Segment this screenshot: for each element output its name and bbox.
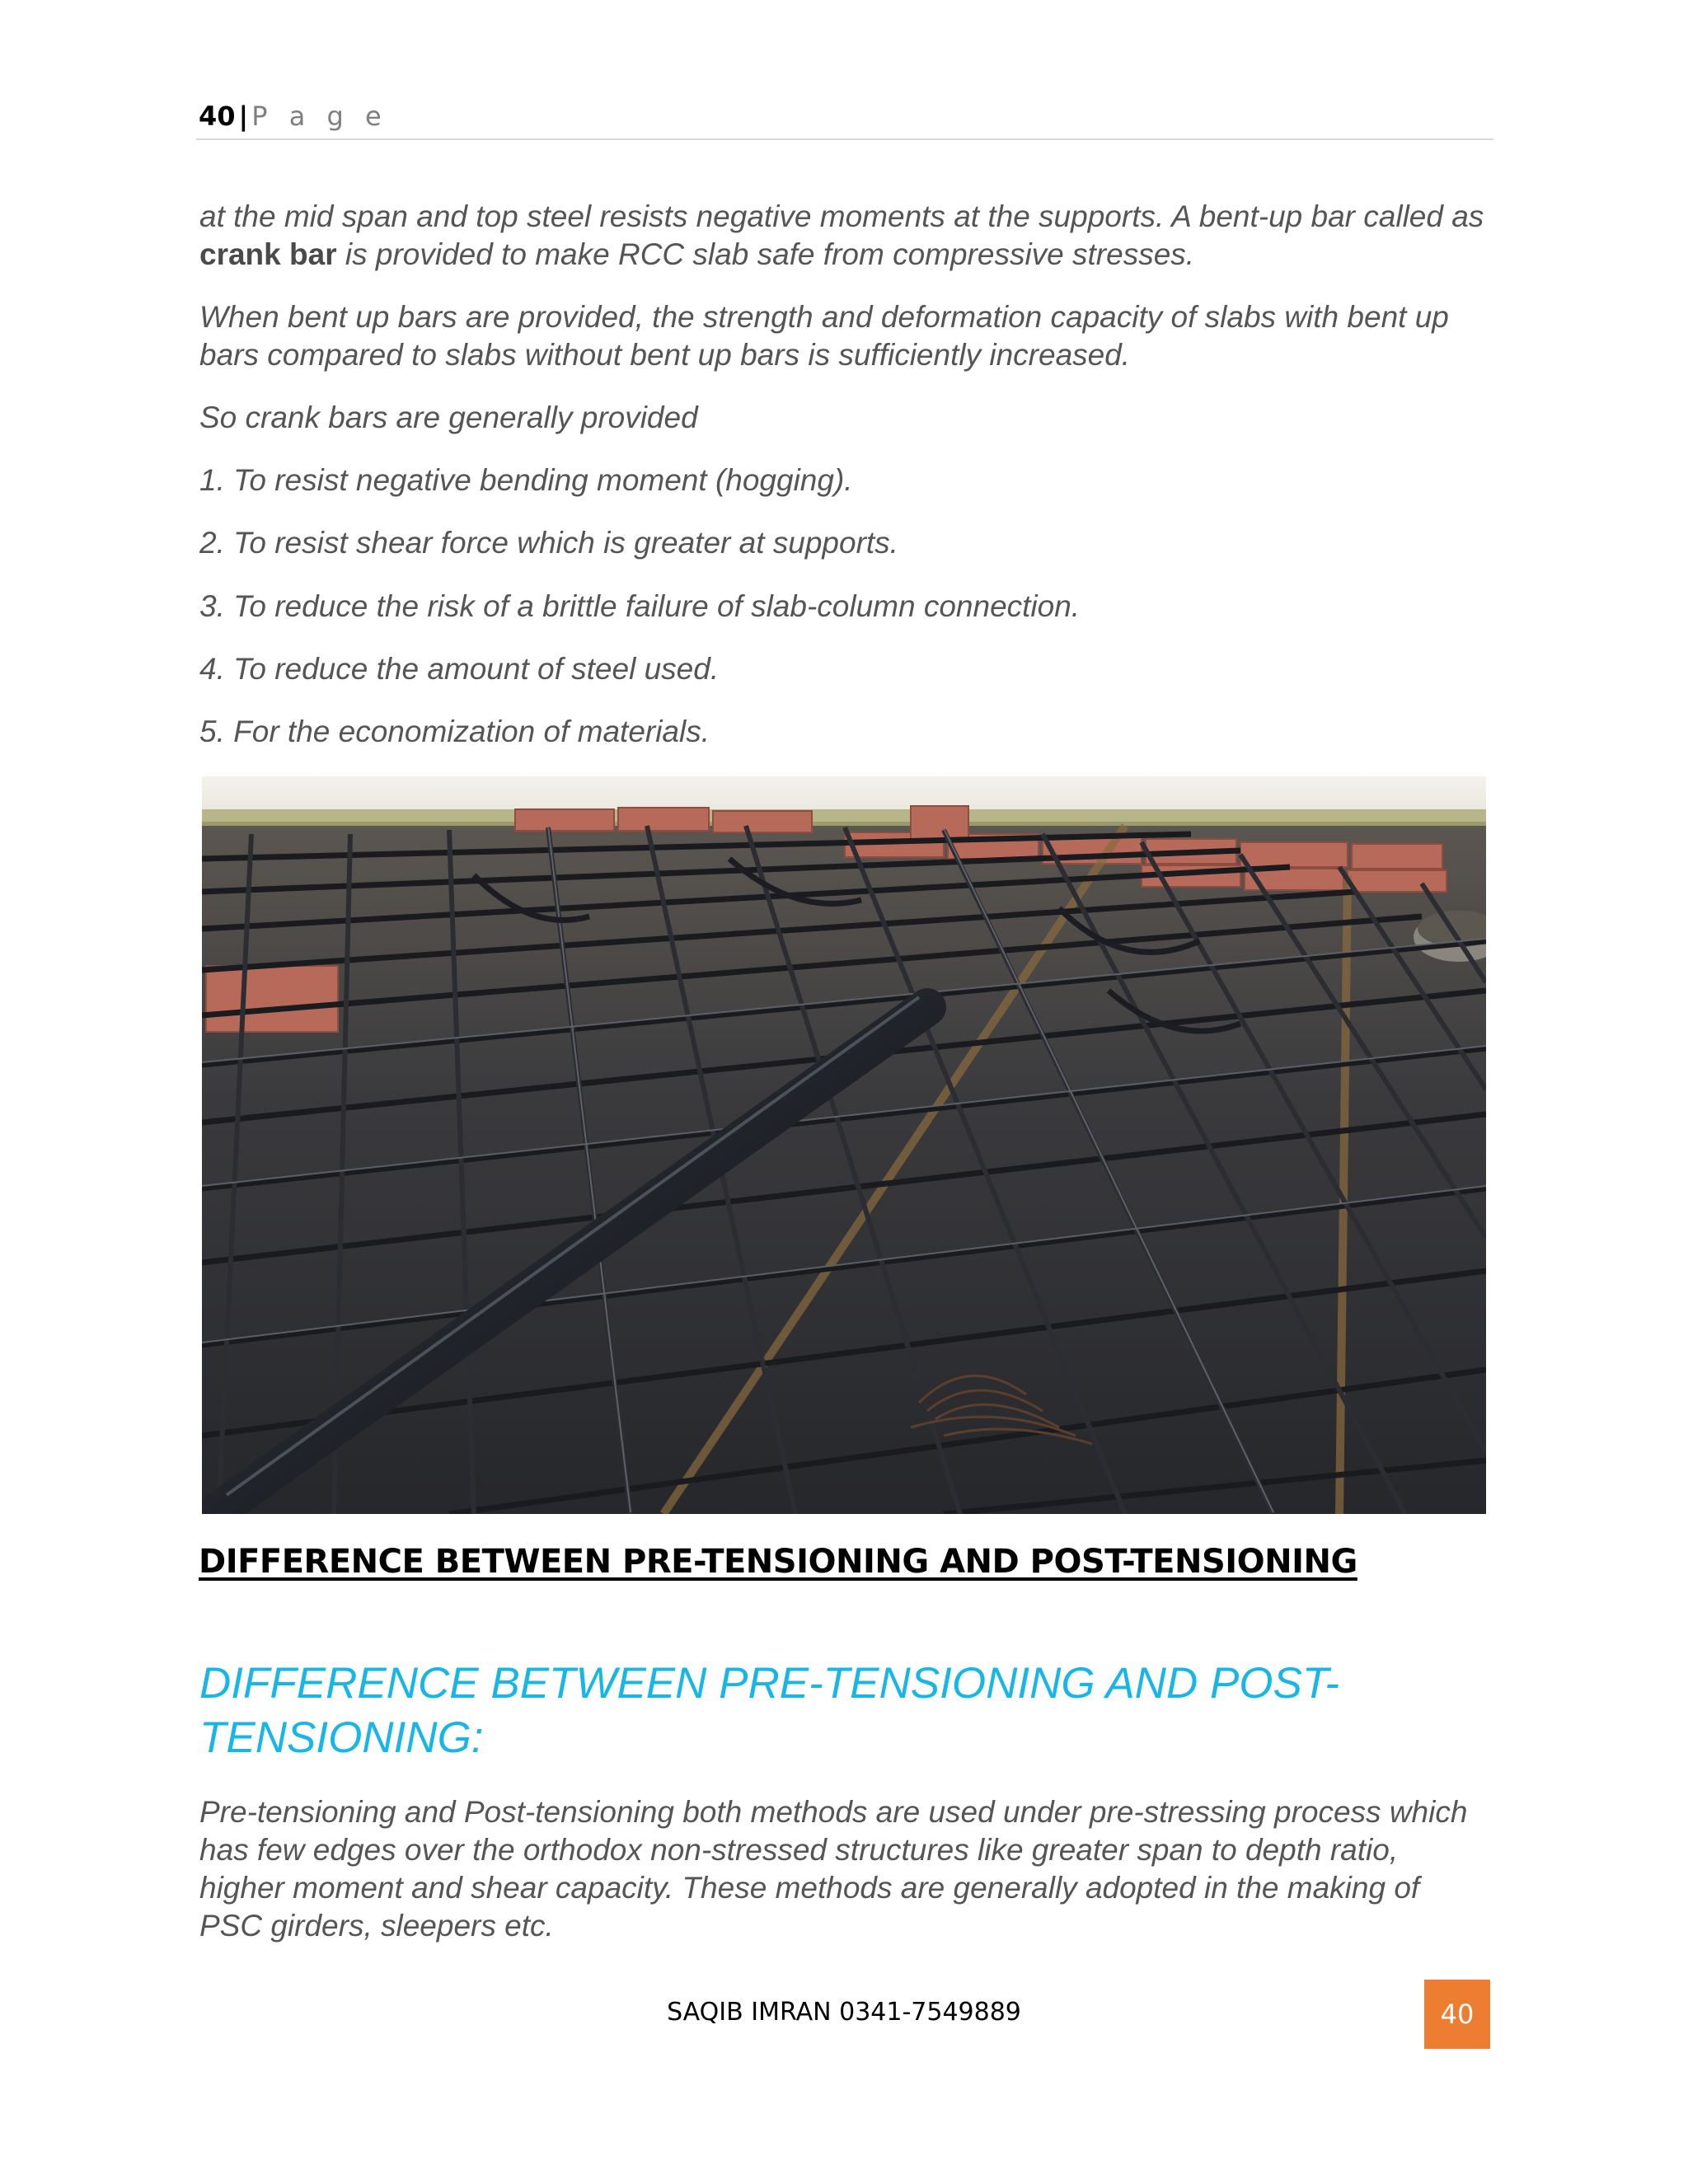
- paragraph-pre-post-tensioning: Pre-tensioning and Post-tensioning both methods are used under pre-stressing process which has few edges over the orthodox non-stressed structures like greater span to depth ratio, higher moment and shear capacity. These methods are generally adopted in the making of PSC girders, sleepers etc.: [199, 1795, 1468, 1943]
- page-header: [199, 101, 388, 132]
- header-page-number: 40: [199, 101, 236, 132]
- header-separator: |: [238, 101, 249, 132]
- paragraph-bent-up-bars: When bent up bars are provided, the strength and deformation capacity of slabs with bent up bars compared to slabs without bent up bars is sufficiently increased.: [199, 300, 1449, 372]
- list-item: 5. For the economization of materials.: [199, 715, 710, 748]
- subheading: DIFFERENCE BETWEEN PRE-TENSIONING AND POST-TENSIONING:: [199, 1659, 1340, 1762]
- footer-page-number-box: 40: [1424, 1980, 1490, 2049]
- crank-bar-term: crank bar: [199, 237, 337, 271]
- paragraph-intro-list: So crank bars are generally provided: [199, 401, 698, 434]
- list-item: 1. To resist negative bending moment (hogging).: [199, 463, 853, 497]
- section-title: DIFFERENCE BETWEEN PRE-TENSIONING AND POST-TENSIONING: [199, 1543, 1357, 1581]
- header-page-word: P a g e: [251, 101, 388, 132]
- list-item: 3. To reduce the risk of a brittle failure of slab-column connection.: [199, 589, 1081, 623]
- paragraph-crank-bar: at the mid span and top steel resists negative moments at the supports. A bent-up bar called as crank bar is provided to make RCC slab safe from compressive stresses.: [199, 199, 1484, 271]
- header-rule: [196, 138, 1493, 140]
- rebar-slab-photo: [202, 776, 1486, 1514]
- list-item: 4. To reduce the amount of steel used.: [199, 652, 720, 686]
- footer-author: SAQIB IMRAN 0341-7549889: [667, 1998, 1021, 2027]
- list-item: 2. To resist shear force which is greater at supports.: [199, 526, 898, 560]
